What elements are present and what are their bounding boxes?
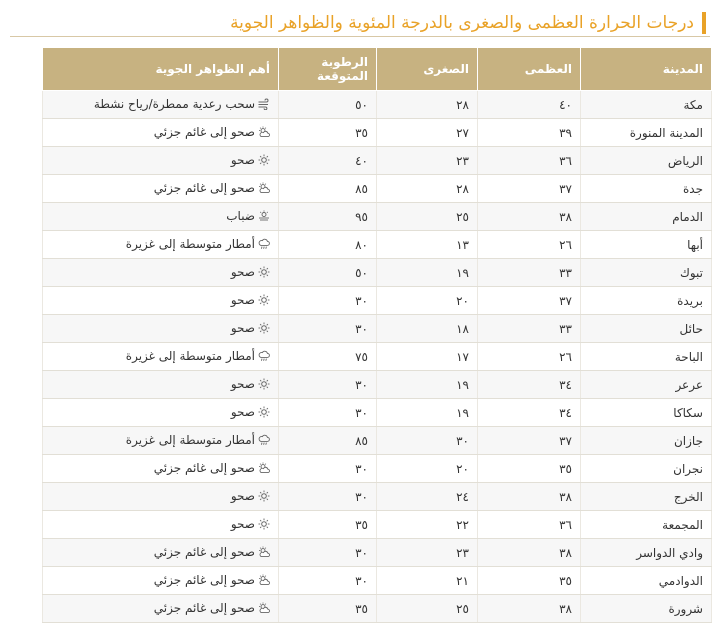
cell-condition <box>43 483 279 511</box>
cell-city: الرياض <box>581 147 712 175</box>
sun-icon <box>258 322 270 334</box>
cell-humidity: ٧٥ <box>279 343 377 371</box>
table-row <box>43 175 712 203</box>
sun-icon <box>258 406 270 418</box>
cell-humidity: ٣٥ <box>279 511 377 539</box>
cell-humidity: ٨٥ <box>279 427 377 455</box>
cell-max: ٣٧ <box>478 175 581 203</box>
condition-wrap <box>231 153 270 167</box>
condition-wrap <box>231 321 270 335</box>
condition-text: صحو إلى غائم جزئي <box>153 460 255 475</box>
partly-cloudy-icon <box>258 126 270 138</box>
partly-cloudy-icon <box>258 182 270 194</box>
fog-icon <box>258 210 270 222</box>
cell-min: ١٧ <box>377 343 478 371</box>
sun-icon <box>258 518 270 530</box>
header-max: العظمى <box>478 48 581 91</box>
cell-min: ٣٠ <box>377 427 478 455</box>
condition-text: صحو إلى غائم جزئي <box>153 600 255 615</box>
cell-humidity: ٣٥ <box>279 119 377 147</box>
cell-city: بريدة <box>581 287 712 315</box>
cell-condition <box>43 595 279 623</box>
partly-cloudy-icon <box>258 546 270 558</box>
condition-wrap <box>154 573 270 587</box>
cell-city: تبوك <box>581 259 712 287</box>
page-title: درجات الحرارة العظمى والصغرى بالدرجة المئوية والظواهر الجوية <box>230 13 694 33</box>
cell-min: ٢٥ <box>377 203 478 231</box>
condition-text: أمطار متوسطة إلى غزيرة <box>125 236 255 251</box>
cell-min: ٢٨ <box>377 175 478 203</box>
table-row <box>43 595 712 623</box>
cell-min: ١٩ <box>377 399 478 427</box>
cell-condition <box>43 287 279 315</box>
cell-city: الباحة <box>581 343 712 371</box>
cell-max: ٣٥ <box>478 455 581 483</box>
condition-text: صحو إلى غائم جزئي <box>153 572 255 587</box>
cell-humidity: ٣٠ <box>279 371 377 399</box>
cell-humidity: ٨٠ <box>279 231 377 259</box>
title-accent-bar <box>702 12 706 34</box>
condition-wrap <box>231 489 270 503</box>
cell-condition <box>43 343 279 371</box>
cell-min: ٢١ <box>377 567 478 595</box>
condition-wrap <box>126 237 270 251</box>
condition-wrap <box>231 377 270 391</box>
cell-city: عرعر <box>581 371 712 399</box>
table-row <box>43 371 712 399</box>
condition-wrap <box>231 265 270 279</box>
cell-city: الخرج <box>581 483 712 511</box>
cell-condition <box>43 175 279 203</box>
cell-condition <box>43 147 279 175</box>
condition-wrap <box>154 125 270 139</box>
condition-text: صحو <box>230 488 255 503</box>
cell-condition <box>43 259 279 287</box>
table-row <box>43 567 712 595</box>
cell-humidity: ٣٠ <box>279 567 377 595</box>
condition-text: صحو إلى غائم جزئي <box>153 180 255 195</box>
cell-min: ٢٣ <box>377 147 478 175</box>
cell-condition <box>43 511 279 539</box>
table-row <box>43 399 712 427</box>
header-humidity: الرطوبة المتوقعة <box>279 48 377 91</box>
cell-max: ٣٥ <box>478 567 581 595</box>
wind-icon <box>258 98 270 110</box>
condition-text: صحو إلى غائم جزئي <box>153 544 255 559</box>
cell-condition <box>43 427 279 455</box>
cell-city: وادي الدواسر <box>581 539 712 567</box>
table-row <box>43 455 712 483</box>
table-row <box>43 427 712 455</box>
cell-min: ٢٣ <box>377 539 478 567</box>
table-row <box>43 539 712 567</box>
cell-max: ٣٩ <box>478 119 581 147</box>
cell-city: نجران <box>581 455 712 483</box>
condition-text: أمطار متوسطة إلى غزيرة <box>125 432 255 447</box>
table-row <box>43 91 712 119</box>
condition-text: صحو <box>230 376 255 391</box>
cell-min: ٢٠ <box>377 287 478 315</box>
cell-max: ٢٦ <box>478 231 581 259</box>
cell-humidity: ٣٠ <box>279 315 377 343</box>
cell-city: الدوادمي <box>581 567 712 595</box>
condition-text: صحو <box>230 404 255 419</box>
cell-city: جدة <box>581 175 712 203</box>
condition-wrap <box>154 601 270 615</box>
cell-max: ٣٤ <box>478 399 581 427</box>
condition-text: صحو إلى غائم جزئي <box>153 124 255 139</box>
table-row <box>43 119 712 147</box>
table-row <box>43 259 712 287</box>
cell-min: ١٣ <box>377 231 478 259</box>
condition-text: صحو <box>230 152 255 167</box>
title-divider <box>10 36 710 37</box>
condition-text: صحو <box>230 292 255 307</box>
sun-icon <box>258 266 270 278</box>
condition-text: صحو <box>230 264 255 279</box>
table-row <box>43 483 712 511</box>
cell-condition <box>43 539 279 567</box>
cell-max: ٣٧ <box>478 427 581 455</box>
sun-icon <box>258 154 270 166</box>
cell-city: المدينة المنورة <box>581 119 712 147</box>
cell-min: ٢٥ <box>377 595 478 623</box>
condition-wrap <box>154 545 270 559</box>
condition-wrap <box>231 517 270 531</box>
cell-humidity: ٣٠ <box>279 287 377 315</box>
cell-condition <box>43 231 279 259</box>
condition-text: صحو <box>230 320 255 335</box>
cell-humidity: ٣٥ <box>279 595 377 623</box>
cell-max: ٣٨ <box>478 539 581 567</box>
table-header-row <box>43 48 712 91</box>
condition-wrap <box>126 433 270 447</box>
condition-wrap <box>94 97 270 111</box>
sun-icon <box>258 294 270 306</box>
cell-condition <box>43 91 279 119</box>
cell-min: ١٨ <box>377 315 478 343</box>
condition-wrap <box>126 349 270 363</box>
sun-icon <box>258 378 270 390</box>
cell-min: ٢٠ <box>377 455 478 483</box>
cell-humidity: ٣٠ <box>279 539 377 567</box>
table-row <box>43 287 712 315</box>
cell-min: ٢٢ <box>377 511 478 539</box>
cell-max: ٣٨ <box>478 595 581 623</box>
cell-max: ٣٦ <box>478 147 581 175</box>
cell-max: ٣٧ <box>478 287 581 315</box>
sun-icon <box>258 490 270 502</box>
cell-min: ٢٧ <box>377 119 478 147</box>
partly-cloudy-icon <box>258 602 270 614</box>
cell-city: أبها <box>581 231 712 259</box>
partly-cloudy-icon <box>258 574 270 586</box>
cell-condition <box>43 119 279 147</box>
cell-city: جازان <box>581 427 712 455</box>
header-min: الصغرى <box>377 48 478 91</box>
cell-max: ٣٨ <box>478 483 581 511</box>
cell-humidity: ٤٠ <box>279 147 377 175</box>
cell-condition <box>43 371 279 399</box>
cell-humidity: ٥٠ <box>279 91 377 119</box>
cell-humidity: ٣٠ <box>279 455 377 483</box>
partly-cloudy-icon <box>258 462 270 474</box>
condition-text: ضباب <box>226 208 255 223</box>
cell-humidity: ٩٥ <box>279 203 377 231</box>
cell-city: المجمعة <box>581 511 712 539</box>
table-row <box>43 315 712 343</box>
rain-cloud-icon <box>258 434 270 446</box>
cell-max: ٣٣ <box>478 259 581 287</box>
condition-wrap <box>226 209 270 223</box>
cell-max: ٢٦ <box>478 343 581 371</box>
cell-min: ٢٨ <box>377 91 478 119</box>
rain-cloud-icon <box>258 238 270 250</box>
condition-wrap <box>231 405 270 419</box>
weather-table <box>42 47 712 623</box>
table-row <box>43 147 712 175</box>
cell-min: ١٩ <box>377 259 478 287</box>
cell-humidity: ٨٥ <box>279 175 377 203</box>
rain-cloud-icon <box>258 350 270 362</box>
cell-condition <box>43 455 279 483</box>
cell-humidity: ٣٠ <box>279 483 377 511</box>
cell-max: ٤٠ <box>478 91 581 119</box>
cell-min: ١٩ <box>377 371 478 399</box>
table-row <box>43 231 712 259</box>
cell-max: ٣٦ <box>478 511 581 539</box>
cell-condition <box>43 567 279 595</box>
condition-wrap <box>154 461 270 475</box>
cell-condition <box>43 203 279 231</box>
cell-humidity: ٣٠ <box>279 399 377 427</box>
page-header <box>10 12 706 34</box>
condition-text: صحو <box>230 516 255 531</box>
table-row <box>43 343 712 371</box>
cell-min: ٢٤ <box>377 483 478 511</box>
cell-city: شرورة <box>581 595 712 623</box>
cell-condition <box>43 315 279 343</box>
header-condition: أهم الظواهر الجوية <box>43 48 279 91</box>
cell-condition <box>43 399 279 427</box>
cell-city: مكة <box>581 91 712 119</box>
condition-text: سحب رعدية ممطرة/رياح نشطة <box>93 96 255 111</box>
cell-city: حائل <box>581 315 712 343</box>
condition-wrap <box>154 181 270 195</box>
cell-max: ٣٤ <box>478 371 581 399</box>
cell-city: الدمام <box>581 203 712 231</box>
condition-wrap <box>231 293 270 307</box>
cell-city: سكاكا <box>581 399 712 427</box>
cell-humidity: ٥٠ <box>279 259 377 287</box>
cell-max: ٣٨ <box>478 203 581 231</box>
table-row <box>43 203 712 231</box>
table-row <box>43 511 712 539</box>
header-city: المدينة <box>581 48 712 91</box>
cell-max: ٣٣ <box>478 315 581 343</box>
condition-text: أمطار متوسطة إلى غزيرة <box>125 348 255 363</box>
